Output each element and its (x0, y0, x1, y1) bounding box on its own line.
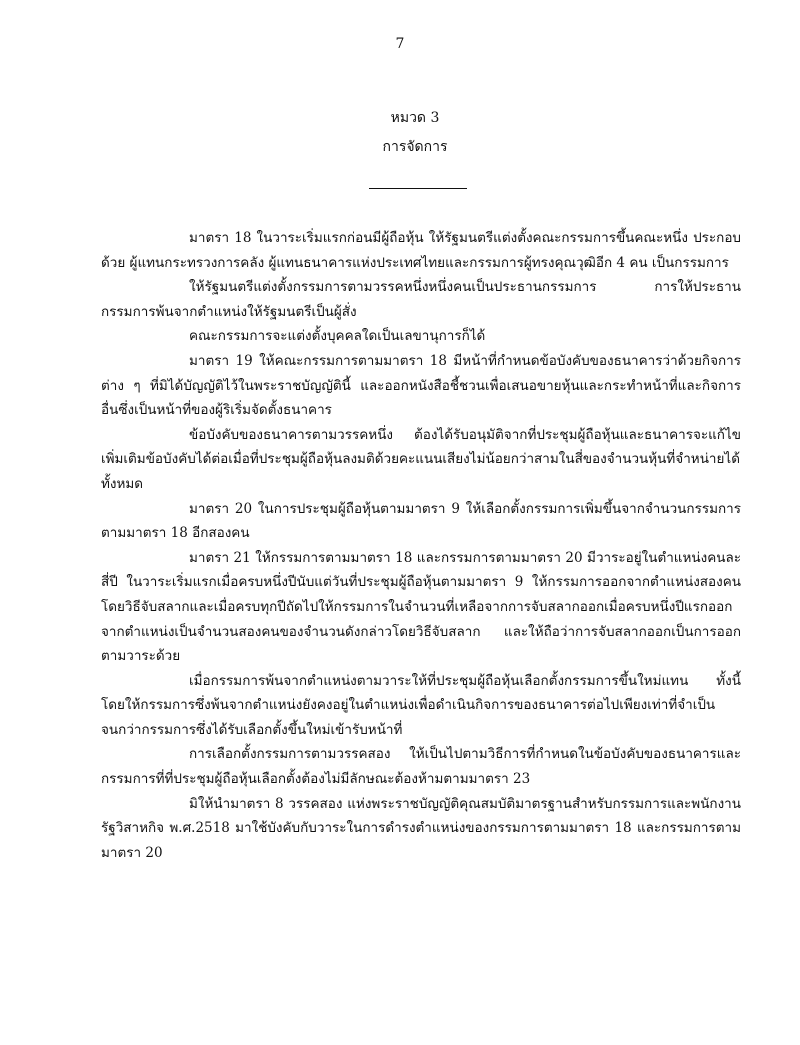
term-expiry-paragraph: เมื่อกรรมการพ้นจากตำแหน่งตามวาระให้ที่ประชุมผู้ถือหุ้นเลือกตั้งกรรมการขึ้นใหม่แทน ทั้งนี้ โดยให้กรรมการซึ่งพ้นจากตำแหน่งยังคงอยู่ในตำแหน่งเพื่อดำเนินกิจการของธนาคารต่อไปเพียงเท่าที่จำเป็นจนกว่ากรรมการซึ่งได้รับเลือกตั้งขึ้นใหม่เข้ารับหน้าที่ (101, 672, 741, 738)
section-21-paragraph: มาตรา 21 ให้กรรมการตามมาตรา 18 และกรรมการตามมาตรา 20 มีวาระอยู่ในตำแหน่งคนละสี่ปี ในวาระเริ่มแรกเมื่อครบหนึ่งปีนับแต่วันที่ประชุมผู้ถือหุ้นตามมาตรา 9 ให้กรรมการออกจากตำแหน่งสองคนโดยวิธีจับสลากและเมื่อครบทุกปีถัดไปให้กรรมการในจำนวนที่เหลือจากการจับสลากออกเมื่อครบหนึ่งปีแรกออกจากตำแหน่งเป็นจำนวนสองคนของจำนวนดังกล่าวโดยวิธีจับสลาก และให้ถือว่าการจับสลากออกเป็นการออกตามวาระด้วย (101, 549, 741, 665)
chairman-appointment-paragraph: ให้รัฐมนตรีแต่งตั้งกรรมการตามวรรคหนึ่งหนึ่งคนเป็นประธานกรรมการ การให้ประธานกรรมการพ้นจากตำแหน่งให้รัฐมนตรีเป็นผู้สั่ง (101, 279, 741, 320)
section-18-paragraph: มาตรา 18 ในวาระเริ่มแรกก่อนมีผู้ถือหุ้น ให้รัฐมนตรีแต่งตั้งคณะกรรมการขึ้นคณะหนึ่ง ประกอบด้วย ผู้แทนกระทรวงการคลัง ผู้แทนธนาคารแห่งประเทศไทยและกรรมการผู้ทรงคุณวุฒิอีก 4 คน เป็นกรรมการ (101, 230, 741, 271)
election-method-paragraph: การเลือกตั้งกรรมการตามวรรคสอง ให้เป็นไปตามวิธีการที่กำหนดในข้อบังคับของธนาคารและกรรมการที่ที่ประชุมผู้ถือหุ้นเลือกตั้งต้องไม่มีลักษณะต้องห้ามตามมาตรา 23 (101, 746, 741, 788)
bylaws-approval-paragraph: ข้อบังคับของธนาคารตามวรรคหนึ่ง ต้องได้รับอนุมัติจากที่ประชุมผู้ถือหุ้นและธนาคารจะแก้ไขเพิ่มเติมข้อบังคับได้ต่อเมื่อที่ประชุมผู้ถือหุ้นลงมติด้วยคะแนนเสียงไม่น้อยกว่าสามในสี่ของจำนวนหุ้นที่จำหน่ายได้ทั้งหมด (101, 426, 741, 492)
chapter-title: การจัดการ (382, 139, 448, 155)
exemption-paragraph: มิให้นำมาตรา 8 วรรคสอง แห่งพระราชบัญญัติคุณสมบัติมาตรฐานสำหรับกรรมการและพนักงานรัฐวิสาหกิจ พ.ศ.2518 มาใช้บังคับกับวาระในการดำรงตำแหน่งของกรรมการตามมาตรา 18 และกรรมการตามมาตรา 20 (101, 795, 741, 861)
page-number: 7 (395, 36, 405, 52)
section-20-paragraph: มาตรา 20 ในการประชุมผู้ถือหุ้นตามมาตรา 9 ให้เลือกตั้งกรรมการเพิ่มขึ้นจากจำนวนกรรมการตามมาตรา 18 อีกสองคน (101, 500, 741, 542)
chapter-number: หมวด 3 (390, 110, 440, 126)
secretary-paragraph: คณะกรรมการจะแต่งตั้งบุคคลใดเป็นเลขานุการก็ได้ (189, 328, 486, 345)
section-19-paragraph: มาตรา 19 ให้คณะกรรมการตามมาตรา 18 มีหน้าที่กำหนดข้อบังคับของธนาคารว่าด้วยกิจการต่าง ๆ ที่มิได้บัญญัติไว้ในพระราชบัญญัตินี้ และออกหนังสือชี้ชวนเพื่อเสนอขายหุ้นและกระทำหน้าที่และกิจการอื่นซึ่งเป็นหน้าที่ของผู้ริเริ่มจัดตั้งธนาคาร (101, 352, 741, 419)
section-divider (369, 188, 467, 189)
document-body (101, 226, 741, 865)
